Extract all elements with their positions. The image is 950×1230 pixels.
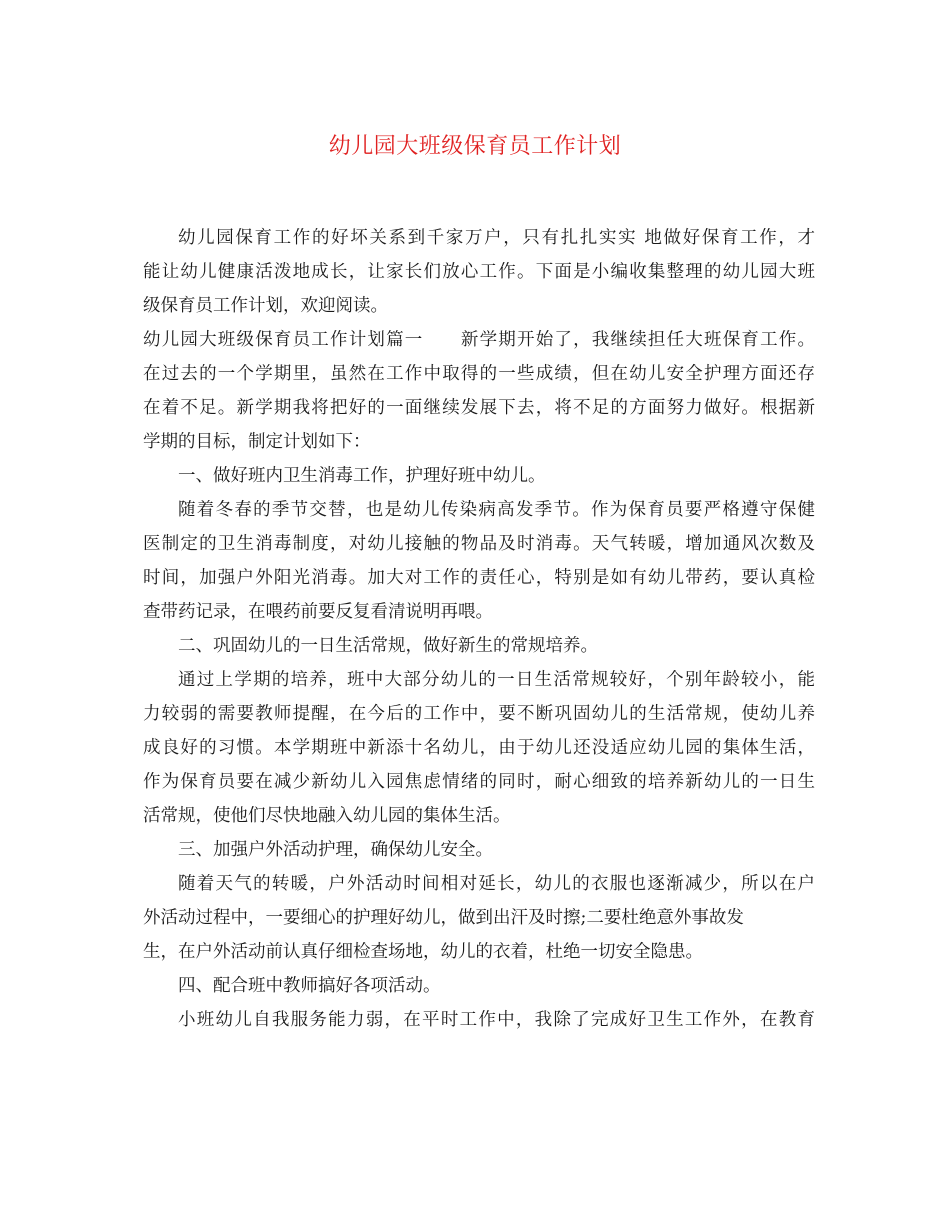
text-line: 外活动过程中，一要细心的护理好幼儿，做到出汗及时擦;二要杜绝意外事故发	[143, 908, 744, 928]
text-line: 作为保育员要在减少新幼儿入园焦虑情绪的同时，耐心细致的培养新幼儿的一日生	[143, 772, 815, 792]
text-line: 幼儿园大班级保育员工作计划篇一 新学期开始了，我继续担任大班保育工作。	[143, 330, 815, 350]
text-line: 二、巩固幼儿的一日生活常规，做好新生的常规培养。	[178, 636, 598, 656]
text-line: 小班幼儿自我服务能力弱，在平时工作中，我除了完成好卫生工作外，在教育	[178, 1010, 815, 1030]
text-line: 一、做好班内卫生消毒工作，护理好班中幼儿。	[178, 466, 546, 486]
text-line: 随着冬春的季节交替，也是幼儿传染病高发季节。作为保育员要严格遵守保健	[178, 500, 815, 520]
text-line: 学期的目标，制定计划如下：	[143, 432, 371, 452]
text-line: 生，在户外活动前认真仔细检查场地，幼儿的衣着，杜绝一切安全隐患。	[143, 942, 703, 962]
text-line: 查带药记录，在喂药前要反复看清说明再喂。	[143, 602, 493, 622]
text-line: 随着天气的转暖，户外活动时间相对延长，幼儿的衣服也逐渐减少，所以在户	[178, 874, 815, 894]
text-line: 时间，加强户外阳光消毒。加大对工作的责任心，特别是如有幼儿带药，要认真检	[143, 568, 815, 588]
document-title: 幼儿园大班级保育员工作计划	[328, 134, 622, 159]
text-line: 幼儿园保育工作的好坏关系到千家万户，只有扎扎实实 地做好保育工作，才	[178, 228, 815, 248]
text-line: 力较弱的需要教师提醒，在今后的工作中，要不断巩固幼儿的生活常规，使幼儿养	[143, 704, 815, 724]
text-line: 通过上学期的培养，班中大部分幼儿的一日生活常规较好，个别年龄较小，能	[178, 670, 815, 690]
text-line: 医制定的卫生消毒制度，对幼儿接触的物品及时消毒。天气转暖，增加通风次数及	[143, 534, 815, 554]
text-line: 在过去的一个学期里，虽然在工作中取得的一些成绩，但在幼儿安全护理方面还存	[143, 364, 815, 384]
text-line: 级保育员工作计划，欢迎阅读。	[143, 296, 388, 316]
text-line: 能让幼儿健康活泼地成长，让家长们放心工作。下面是小编收集整理的幼儿园大班	[143, 262, 815, 282]
text-line: 四、配合班中教师搞好各项活动。	[178, 976, 441, 996]
text-line: 成良好的习惯。本学期班中新添十名幼儿，由于幼儿还没适应幼儿园的集体生活，	[143, 738, 815, 758]
text-line: 活常规，使他们尽快地融入幼儿园的集体生活。	[143, 806, 511, 826]
text-line: 三、加强户外活动护理，确保幼儿安全。	[178, 840, 493, 860]
text-line: 在着不足。新学期我将把好的一面继续发展下去，将不足的方面努力做好。根据新	[143, 398, 815, 418]
document-body	[143, 221, 815, 1037]
